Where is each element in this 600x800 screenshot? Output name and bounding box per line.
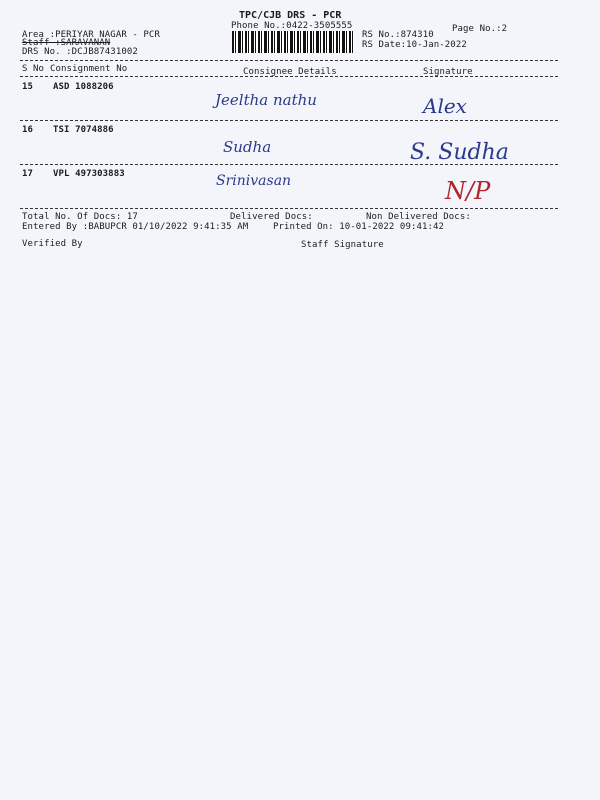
entered-by: Entered By :BABUPCR 01/10/2022 9:41:35 AM — [22, 222, 249, 232]
divider — [20, 164, 558, 165]
column-header-signature: Signature — [423, 67, 473, 77]
row-consignment: ASD 1088206 — [53, 82, 114, 92]
column-header-consignee: Consignee Details — [243, 67, 337, 77]
row-sno: 17 — [22, 169, 34, 179]
column-header-consignment: Consignment No — [50, 64, 128, 74]
staff-label: Staff :SARAVANAN — [22, 38, 111, 48]
phone-number: Phone No.:0422-3505555 — [231, 21, 353, 31]
row-consignment: VPL 497303883 — [53, 169, 125, 179]
divider — [20, 60, 558, 61]
verified-by-label: Verified By — [22, 239, 83, 249]
row-sno: 16 — [22, 125, 34, 135]
signature-handwriting: S. Sudha — [410, 140, 509, 165]
signature-handwriting: Alex — [423, 94, 467, 118]
divider — [20, 120, 558, 121]
total-docs: Total No. Of Docs: 17 — [22, 212, 138, 222]
barcode-graphic — [232, 31, 354, 53]
page-number: Page No.:2 — [452, 24, 508, 34]
printed-on: Printed On: 10-01-2022 09:41:42 — [273, 222, 445, 232]
column-header-sno: S No — [22, 64, 45, 74]
delivered-docs: Delivered Docs: — [230, 212, 313, 222]
rs-date: RS Date:10-Jan-2022 — [362, 40, 467, 50]
staff-signature-label: Staff Signature — [301, 240, 384, 250]
row-sno: 15 — [22, 82, 34, 92]
row-consignment: TSI 7074886 — [53, 125, 114, 135]
consignee-handwriting: Srinivasan — [216, 173, 292, 189]
divider — [20, 208, 558, 209]
area-label: Area :PERIYAR NAGAR - PCR — [22, 30, 160, 40]
non-delivered-docs: Non Delivered Docs: — [366, 212, 471, 222]
drs-number: DRS No. :DCJB87431002 — [22, 47, 138, 57]
rs-number: RS No.:874310 — [362, 30, 434, 40]
not-present-mark: N/P — [445, 177, 491, 205]
document-title: TPC/CJB DRS - PCR — [239, 10, 342, 21]
divider — [20, 76, 558, 77]
consignee-handwriting: Sudha — [223, 138, 272, 156]
consignee-handwriting: Jeeltha nathu — [215, 91, 317, 109]
